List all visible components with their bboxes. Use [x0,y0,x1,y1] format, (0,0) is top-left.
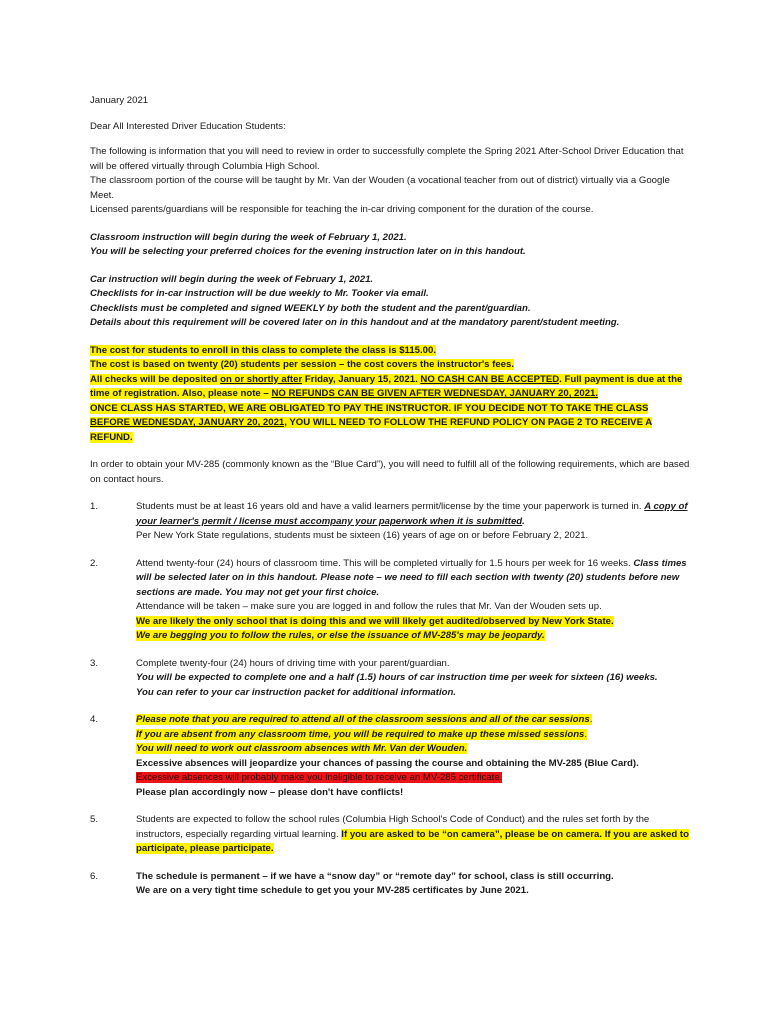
requirement-number: 5. [90,814,99,825]
mv285-intro: In order to obtain your MV-285 (commonly known as the “Blue Card”), you will need to fulfill all of the following requirements, which are based on contact hours. [90,459,690,485]
cost-deposit-text-a: All checks will be deposited [90,373,221,385]
cost-deposit-text-b: on or shortly after [220,373,303,385]
req4-text-c: You will need to work out classroom absences with Mr. Van der Wouden. [136,743,468,754]
cost-deposit-text-e: . Full payment is due at the time of registration. Also, please note – [90,373,683,399]
req5-text-a: Students are expected to follow the school rules (Columbia High School's Code of Conduct) and the rules set forth by the instructors, especially regarding virtual learning. [136,814,650,840]
requirement-6 [90,870,690,899]
requirement-3 [90,657,690,701]
req2-text-d: We are likely the only school that is doing this and we will likely get audited/observed by New York State. [136,615,614,627]
cost-refund-paragraph [90,402,690,446]
cost-refund-deadline: BEFORE WEDNESDAY, JANUARY 20, 2021 [90,417,285,428]
cost-section [90,344,690,446]
classroom-line-1: Classroom instruction will begin during the week of February 1, 2021. [90,231,407,243]
req2-text-e: We are begging you to follow the rules, or else the issuance of MV-285's may be jeopardy. [136,630,545,641]
cost-no-refunds: NO REFUNDS CAN BE GIVEN AFTER WEDNESDAY, JANUARY 20, 2021. [271,388,599,399]
requirement-number: 6. [90,870,99,882]
cost-refund-text-a: ONCE CLASS HAS STARTED, WE ARE OBLIGATED TO PAY THE INSTRUCTOR. IF YOU DECIDE NOT TO TAKE THE CLASS [90,402,649,414]
cost-no-cash: NO CASH CAN BE ACCEPTED [420,373,560,385]
req1-text-b: A copy of your learner's permit / license must accompany your paperwork when it is submitted [136,501,688,527]
req2-text-a: Attend twenty-four (24) hours of classroom time. This will be completed virtually for 1.5 hours per week for 16 weeks. [136,557,634,569]
requirement-number: 1. [90,501,99,512]
req4-text-d: Excessive absences will jeopardize your chances of passing the course and obtaining the MV-285 (Blue Card). [136,757,639,769]
car-line-2: Checklists for in-car instruction will be due weekly to Mr. Tooker via email. [90,288,429,299]
requirement-number: 3. [90,657,99,669]
req4-text-e: Excessive absences will probably make you ineligible to receive an MV-285 certificate. [136,772,503,783]
car-line-3: Checklists must be completed and signed WEEKLY by both the student and the parent/guardian. [90,302,531,314]
cost-deposit-text-c: Friday, January 15, 2021. [302,373,421,385]
requirement-1 [90,500,690,544]
req5-text-b: If you are asked to be “on camera”, please be on camera. If you are asked to participate, please participate. [136,828,689,854]
req1-text-d: Per New York State regulations, students must be sixteen (16) years of age on or before February 2, 2021. [136,530,589,541]
intro-paragraph-3: Licensed parents/guardians will be responsible for teaching the in-car driving component for the duration of the course. [90,204,594,215]
classroom-line-2: You will be selecting your preferred choices for the evening instruction later on in this handout. [90,246,526,257]
req2-text-b: Class times will be selected later on in this handout. Please note – we need to fill each section with twenty (20) students before new sections are made. You may not get your first choice. [136,557,687,598]
classroom-section [90,231,690,260]
req4-text-b: If you are absent from any classroom time, you will be required to make up these missed sessions [136,728,585,740]
requirement-number: 2. [90,557,99,569]
req3-text-c: You can refer to your car instruction packet for additional information. [136,686,457,698]
req4-text-f: Please plan accordingly now – please don't have conflicts! [136,786,404,798]
requirement-number: 4. [90,714,99,725]
requirement-2 [90,557,690,644]
intro-paragraph-2: The classroom portion of the course will be taught by Mr. Van der Wouden (a vocational teacher from out of district) virtually via a Google Meet. [90,175,670,201]
req3-text-a: Complete twenty-four (24) hours of driving time with your parent/guardian. [136,657,450,669]
car-line-4: Details about this requirement will be covered later on in this handout and at the mandatory parent/student meeting. [90,317,620,328]
req3-text-b: You will be expected to complete one and a half (1.5) hours of car instruction time per week for sixteen (16) weeks. [136,672,658,683]
intro-section [90,145,690,218]
req6-text-a: The schedule is permanent – if we have a “snow day” or “remote day” for school, class is still occurring. [136,870,614,882]
cost-line-1: The cost for students to enroll in this class to complete the class is $115.00. [90,344,437,356]
req6-text-b: We are on a very tight time schedule to get you your MV-285 certificates by June 2021. [136,885,529,896]
cost-deposit-paragraph [90,373,690,402]
req2-text-c: Attendance will be taken – make sure you are logged in and follow the rules that Mr. Van der Wouden sets up. [136,601,602,612]
req1-text-a: Students must be at least 16 years old and have a valid learners permit/license by the time your paperwork is turned in. [136,501,645,512]
letter-page [90,94,690,899]
car-line-1: Car instruction will begin during the week of February 1, 2021. [90,273,374,285]
cost-line-2: The cost is based on twenty (20) students per session – the cost covers the instructor's fees. [90,359,514,370]
cost-refund-text-c: , YOU WILL NEED TO FOLLOW THE REFUND POLICY ON PAGE 2 TO RECEIVE A REFUND. [90,417,653,443]
car-section [90,273,690,331]
requirement-4: 4. Please note that you are required to attend all of the classroom sessions and all of the car sessions. If you are absent from any classroom time, you will be required to make up these missed sessions. You will need to work out classroom absences with Mr. Van der Wouden. Excessive absences will jeopardize your chances of passing the course and obtaining the MV-285 (Blue Card). Excessive absences will probably make you ineligible to receive an MV-285 certificate. Please plan accordingly now – please don't have conflicts! [90,713,690,800]
letter-date: January 2021 [90,95,149,106]
req4-text-a: Please note that you are required to attend all of the classroom sessions and all of the car sessions [136,714,590,725]
requirement-5 [90,813,690,857]
salutation: Dear All Interested Driver Education Students: [90,120,286,132]
intro-paragraph-1: The following is information that you will need to review in order to successfully complete the Spring 2021 After-School Driver Education that will be offered virtually through Columbia High School. [90,146,684,172]
req1-text-c: . [522,515,525,527]
